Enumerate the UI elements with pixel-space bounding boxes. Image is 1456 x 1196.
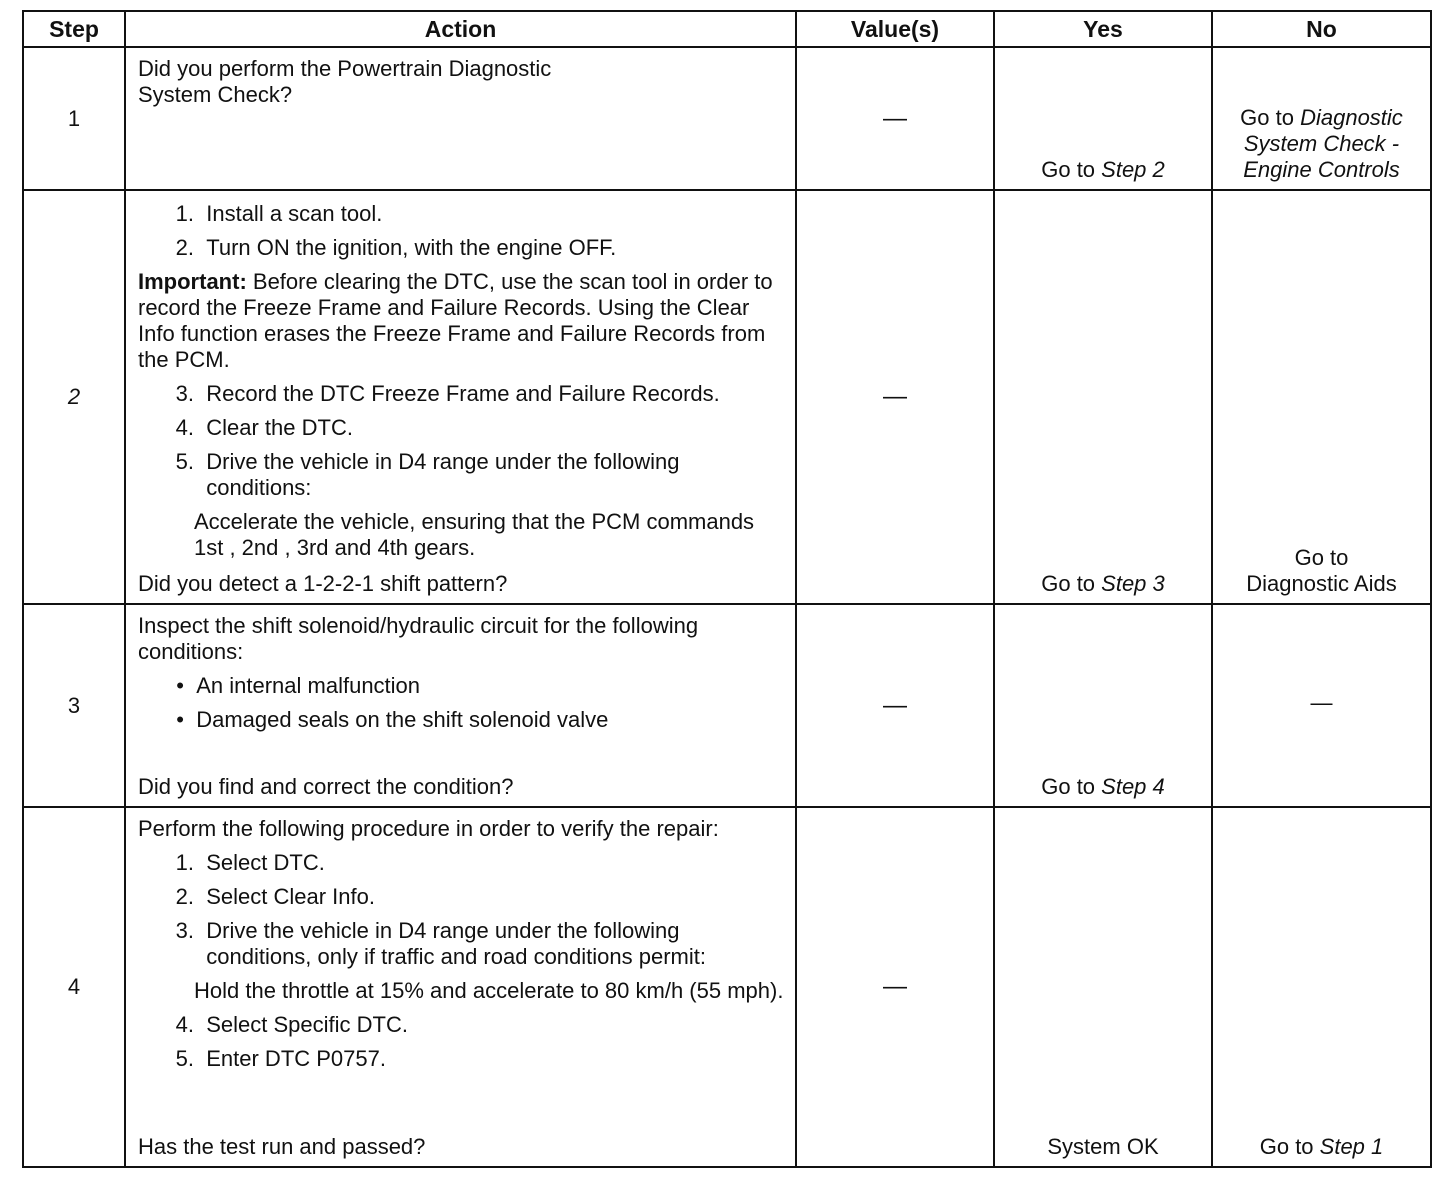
no-link-line3[interactable]: Engine Controls [1243,157,1400,182]
table-row [23,807,1431,1167]
header-row [23,11,1431,47]
no-cell [1212,807,1431,1167]
no-link[interactable]: Diagnostic Aids [1246,571,1397,596]
header-action: Action [125,11,796,47]
bullet-item: • An internal malfunction [176,673,421,698]
value-cell: — [796,47,994,190]
numbered-step: 2. Turn ON the ignition, with the engine OFF. [175,235,617,260]
numbered-step: 3. Record the DTC Freeze Frame and Failure Records. [175,381,720,406]
question-text: Did you perform the Powertrain Diagnostic [138,56,552,81]
no-link-line1[interactable]: Diagnostic [1300,105,1403,130]
yes-cell [994,190,1212,604]
intro-text: Perform the following procedure in order to verify the repair: [138,816,719,841]
step-subtext: Accelerate the vehicle, ensuring that the PCM commands 1st , 2nd , 3rd and 4th gears. [194,509,755,560]
step-number: 4 [23,807,125,1167]
yes-prefix: Go to [1041,774,1102,799]
value-cell: — [796,604,994,807]
important-note: Important: Before clearing the DTC, use the scan tool in order to record the Freeze Frame and Failure Records. Using the Clear Info function erases the Freeze Frame and Failure Records from the PCM. [138,269,773,372]
header-values: Value(s) [796,11,994,47]
question-text: System Check? [138,82,293,107]
step-subtext: Hold the throttle at 15% and accelerate to 80 km/h (55 mph). [194,978,784,1003]
yes-step-link[interactable]: Step 4 [1101,774,1165,799]
numbered-step: 4. Select Specific DTC. [175,1012,408,1037]
action-cell [125,190,796,604]
yes-step-link[interactable]: Step 2 [1101,157,1165,182]
yes-prefix: Go to [1041,157,1102,182]
action-cell [125,604,796,807]
header-step: Step [23,11,125,47]
diagnostic-table [22,10,1432,1168]
bullet-item: • Damaged seals on the shift solenoid valve [176,707,609,732]
table-row [23,604,1431,807]
numbered-step: 5. Drive the vehicle in D4 range under the following conditions: [175,449,680,500]
yes-cell [994,604,1212,807]
numbered-step: 1. Select DTC. [175,850,325,875]
question-text: Did you find and correct the condition? [138,774,514,799]
yes-cell [994,47,1212,190]
action-cell [125,47,796,190]
table-row [23,47,1431,190]
value-cell: — [796,807,994,1167]
numbered-step: 5. Enter DTC P0757. [175,1046,386,1071]
value-cell: — [796,190,994,604]
no-step-link[interactable]: Step 1 [1319,1134,1384,1159]
no-prefix: Go to [1240,105,1301,130]
no-cell: — [1212,604,1431,807]
action-cell [125,807,796,1167]
step-number: 2 [23,190,125,604]
question-text: Did you detect a 1-2-2-1 shift pattern? [138,571,508,596]
question-text: Has the test run and passed? [138,1134,426,1159]
numbered-step: 2. Select Clear Info. [175,884,375,909]
yes-cell: System OK [994,807,1212,1167]
numbered-step: 3. Drive the vehicle in D4 range under the following conditions, only if traffic and road conditions permit: [175,918,706,969]
no-prefix: Go to [1259,1134,1320,1159]
no-link-line2[interactable]: System Check - [1243,131,1400,156]
no-prefix: Go to [1294,545,1349,570]
numbered-step: 1. Install a scan tool. [175,201,383,226]
no-cell [1212,190,1431,604]
step-number: 1 [23,47,125,190]
numbered-step: 4. Clear the DTC. [175,415,353,440]
header-yes: Yes [994,11,1212,47]
header-no: No [1212,11,1431,47]
table-row [23,190,1431,604]
intro-text: Inspect the shift solenoid/hydraulic circuit for the following conditions: [138,613,699,664]
yes-step-link[interactable]: Step 3 [1101,571,1165,596]
step-number: 3 [23,604,125,807]
yes-prefix: Go to [1041,571,1102,596]
no-cell [1212,47,1431,190]
